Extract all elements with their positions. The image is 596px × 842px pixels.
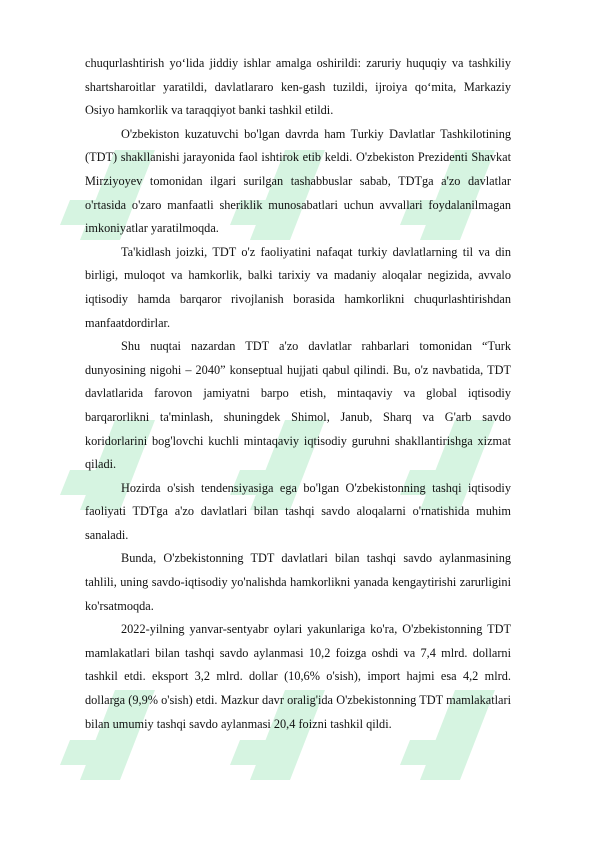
paragraph-vision-2040: Shu nuqtai nazardan TDT a'zo davlatlar rahbarlari tomonidan “Turk dunyosining nigohi – 2040” konseptual hujjati qabul qilindi. Bu, o'z navbatida, TDT davlatlarida farovon jamiyatni barpo etish, mintaqaviy va global iqtisodiy barqarorlikni ta'minlash, shuningdek Shimol, Janub, Sharq va G'arb savdo koridorlarini bog'lovchi kuchli mintaqaviy iqtisodiy guruhni shakllantirishga xizmat qiladi.	[85, 339, 511, 472]
paragraph-trade-statistics: 2022-yilning yanvar-sentyabr oylari yakunlariga ko'ra, O'zbekistonning TDT mamlakatlari bilan tashqi savdo aylanmasi 10,2 foizga oshdi va 7,4 mlrd. dollarni tashkil etdi. eksport 3,2 mlrd. dollar (10,6% o'sish), import hajmi esa 4,2 mlrd. dollarga (9,9% o'sish) etdi. Mazkur davr oralig'ida O'zbekistonning TDT mamlakatlari bilan umumiy tashqi savdo aylanmasi 20,4 foizni tashkil qildi.	[85, 622, 511, 731]
document-body	[85, 52, 511, 736]
paragraph-continuation: chuqurlashtirish yo‘lida jiddiy ishlar amalga oshirildi: zaruriy huquqiy va tashkiliy shartsharoitlar yaratildi, davlatlararo ken-gash tuzildi, ijroiya qo‘mita, Markaziy Osiyo hamkorlik va taraqqiyot banki tashkil etildi.	[85, 56, 511, 118]
paragraph-tdt-activity: Ta'kidlash joizki, TDT o'z faoliyatini nafaqat turkiy davlatlarning til va din birligi, muloqot va hamkorlik, balki tarixiy va madaniy aloqalar negizida, avvalo iqtisodiy hamda barqaror rivojlanish borasida hamkorlikni chuqurlashtirishdan manfaatdordirlar.	[85, 244, 511, 330]
paragraph-observer-status: O'zbekiston kuzatuvchi bo'lgan davrda ham Turkiy Davlatlar Tashkilotining (TDT) shakllanishi jarayonida faol ishtirok etib keldi. O'zbekiston Prezidenti Shavkat Mirziyoyev tomonidan ilgari surilgan tashabbuslar sabab, TDTga a'zo davlatlar o'rtasida o'zaro manfaatli sheriklik munosabatlari uchun avvallari foydalanilmagan imkoniyatlar yaratilmoqda.	[85, 126, 511, 236]
paragraph-foreign-economic: Hozirda o'sish tendensiyasiga ega bo'lgan O'zbekistonning tashqi iqtisodiy faoliyati TDTga a'zo davlatlari bilan tashqi savdo aloqalarni o'rnatishida muhim sanaladi.	[85, 480, 511, 542]
paragraph-trade-analysis: Bunda, O'zbekistonning TDT davlatlari bilan tashqi savdo aylanmasining tahlili, uning savdo-iqtisodiy yo'nalishda hamkorlikni yanada kengaytirishi zarurligini ko'rsatmoqda.	[85, 551, 511, 613]
